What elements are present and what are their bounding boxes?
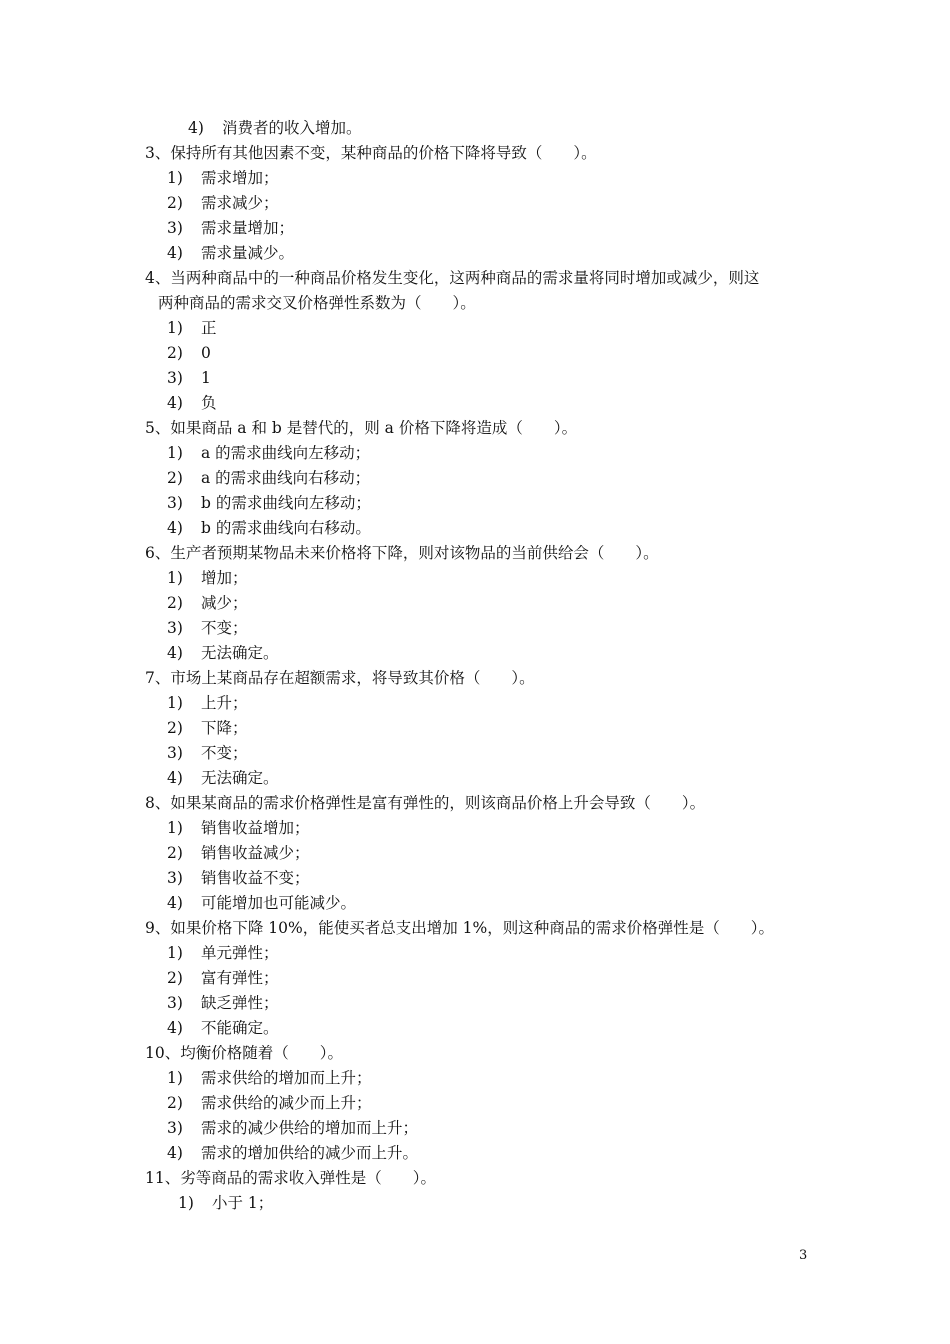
option-text: 无法确定。 <box>201 769 279 787</box>
option-line <box>167 943 279 963</box>
option-line <box>167 693 248 713</box>
option-line <box>167 843 310 863</box>
option-line <box>167 1093 372 1113</box>
option-number: 2) <box>167 594 183 612</box>
option-line <box>167 818 310 838</box>
option-text: 销售收益不变； <box>201 869 310 887</box>
option-text: 小于 1； <box>212 1194 274 1212</box>
page-number: 3 <box>799 1248 808 1263</box>
option-text: 减少； <box>201 594 248 612</box>
question-line: 11、劣等商品的需求收入弹性是（ ）。 <box>145 1169 436 1187</box>
option-number: 3) <box>167 869 183 887</box>
option-number: 1) <box>167 944 183 962</box>
option-text: 下降； <box>201 719 248 737</box>
option-number: 3) <box>167 619 183 637</box>
option-text: 上升； <box>201 694 248 712</box>
option-line <box>167 1143 418 1163</box>
option-number: 1) <box>167 569 183 587</box>
option-text: 需求减少； <box>201 194 279 212</box>
option-number: 3) <box>167 744 183 762</box>
option-line <box>167 218 294 238</box>
option-number: 4) <box>167 769 183 787</box>
option-text: 0 <box>201 344 211 362</box>
option-line <box>167 1018 279 1038</box>
option-line <box>167 618 248 638</box>
question-line: 10、均衡价格随着（ ）。 <box>145 1044 343 1062</box>
option-line <box>167 743 248 763</box>
option-line <box>167 1118 418 1138</box>
option-number: 2) <box>167 344 183 362</box>
option-text: 负 <box>201 394 217 412</box>
option-line <box>167 593 248 613</box>
option-text: 1 <box>201 369 211 387</box>
option-number: 2) <box>167 194 183 212</box>
option-text: 不变； <box>201 744 248 762</box>
option-line <box>167 893 356 913</box>
option-text: 需求增加； <box>201 169 279 187</box>
option-line <box>167 718 248 738</box>
option-number: 3) <box>167 1119 183 1137</box>
option-text: 缺乏弹性； <box>201 994 279 1012</box>
option-line <box>167 568 248 588</box>
option-number: 1) <box>167 319 183 337</box>
option-line <box>167 993 279 1013</box>
option-line <box>167 868 310 888</box>
option-number: 1) <box>167 444 183 462</box>
option-text: b 的需求曲线向右移动。 <box>201 519 371 537</box>
option-number: 2) <box>167 969 183 987</box>
option-number: 3) <box>167 369 183 387</box>
option-number: 1) <box>167 169 183 187</box>
option-text: 不变； <box>201 619 248 637</box>
option-text: 可能增加也可能减少。 <box>201 894 357 912</box>
option-number: 2) <box>167 1094 183 1112</box>
option-number: 2) <box>167 469 183 487</box>
option-line <box>178 1193 273 1213</box>
option-number: 3) <box>167 494 183 512</box>
option-line <box>167 968 279 988</box>
option-text: 需求量增加； <box>201 219 295 237</box>
option-number: 1) <box>167 694 183 712</box>
question-line: 4、当两种商品中的一种商品价格发生变化，这两种商品的需求量将同时增加或减少，则这 <box>145 269 760 287</box>
option-number: 2) <box>167 719 183 737</box>
option-text: 单元弹性； <box>201 944 279 962</box>
option-text: 需求量减少。 <box>201 244 295 262</box>
option-number: 1) <box>167 819 183 837</box>
option-line <box>167 518 371 538</box>
question-line: 9、如果价格下降 10%，能使买者总支出增加 1%，则这种商品的需求价格弹性是（ ）。 <box>145 919 775 937</box>
option-line <box>167 343 211 363</box>
option-text: a 的需求曲线向左移动； <box>201 444 371 462</box>
option-number: 2) <box>167 844 183 862</box>
option-line <box>167 168 279 188</box>
option-number: 4) <box>167 1144 183 1162</box>
question-line: 6、生产者预期某物品未来价格将下降，则对该物品的当前供给会（ ）。 <box>145 544 659 562</box>
option-number: 4) <box>167 644 183 662</box>
question-line-continued: 两种商品的需求交叉价格弹性系数为（ ）。 <box>158 294 476 312</box>
option-number: 1) <box>178 1194 194 1212</box>
option-number: 4) <box>167 894 183 912</box>
option-number: 3) <box>167 219 183 237</box>
option-text: 需求供给的增加而上升； <box>201 1069 372 1087</box>
option-line <box>167 243 294 263</box>
option-text: a 的需求曲线向右移动； <box>201 469 371 487</box>
option-line <box>167 493 371 513</box>
option-line <box>167 368 211 388</box>
option-number: 4) <box>167 394 183 412</box>
option-text: b 的需求曲线向左移动； <box>201 494 371 512</box>
option-text: 销售收益减少； <box>201 844 310 862</box>
option-text: 增加； <box>201 569 248 587</box>
option-number: 4) <box>167 1019 183 1037</box>
option-text: 不能确定。 <box>201 1019 279 1037</box>
option-line <box>188 118 362 138</box>
option-text: 无法确定。 <box>201 644 279 662</box>
option-number: 1) <box>167 1069 183 1087</box>
option-line <box>167 768 279 788</box>
option-text: 需求的增加供给的减少而上升。 <box>201 1144 419 1162</box>
option-text: 需求的减少供给的增加而上升； <box>201 1119 419 1137</box>
option-text: 消费者的收入增加。 <box>222 119 362 137</box>
question-line: 7、市场上某商品存在超额需求，将导致其价格（ ）。 <box>145 669 535 687</box>
option-line <box>167 643 279 663</box>
question-line: 5、如果商品 a 和 b 是替代的，则 a 价格下降将造成（ ）。 <box>145 419 578 437</box>
option-number: 4) <box>188 119 204 137</box>
question-line: 3、保持所有其他因素不变，某种商品的价格下降将导致（ ）。 <box>145 144 597 162</box>
option-text: 销售收益增加； <box>201 819 310 837</box>
option-line <box>167 1068 372 1088</box>
option-line <box>167 443 370 463</box>
option-line <box>167 193 279 213</box>
option-number: 3) <box>167 994 183 1012</box>
question-line: 8、如果某商品的需求价格弹性是富有弹性的，则该商品价格上升会导致（ ）。 <box>145 794 706 812</box>
option-text: 需求供给的减少而上升； <box>201 1094 372 1112</box>
option-text: 正 <box>201 319 217 337</box>
option-line <box>167 318 217 338</box>
option-line <box>167 468 370 488</box>
option-number: 4) <box>167 244 183 262</box>
option-text: 富有弹性； <box>201 969 279 987</box>
option-number: 4) <box>167 519 183 537</box>
option-line <box>167 393 217 413</box>
